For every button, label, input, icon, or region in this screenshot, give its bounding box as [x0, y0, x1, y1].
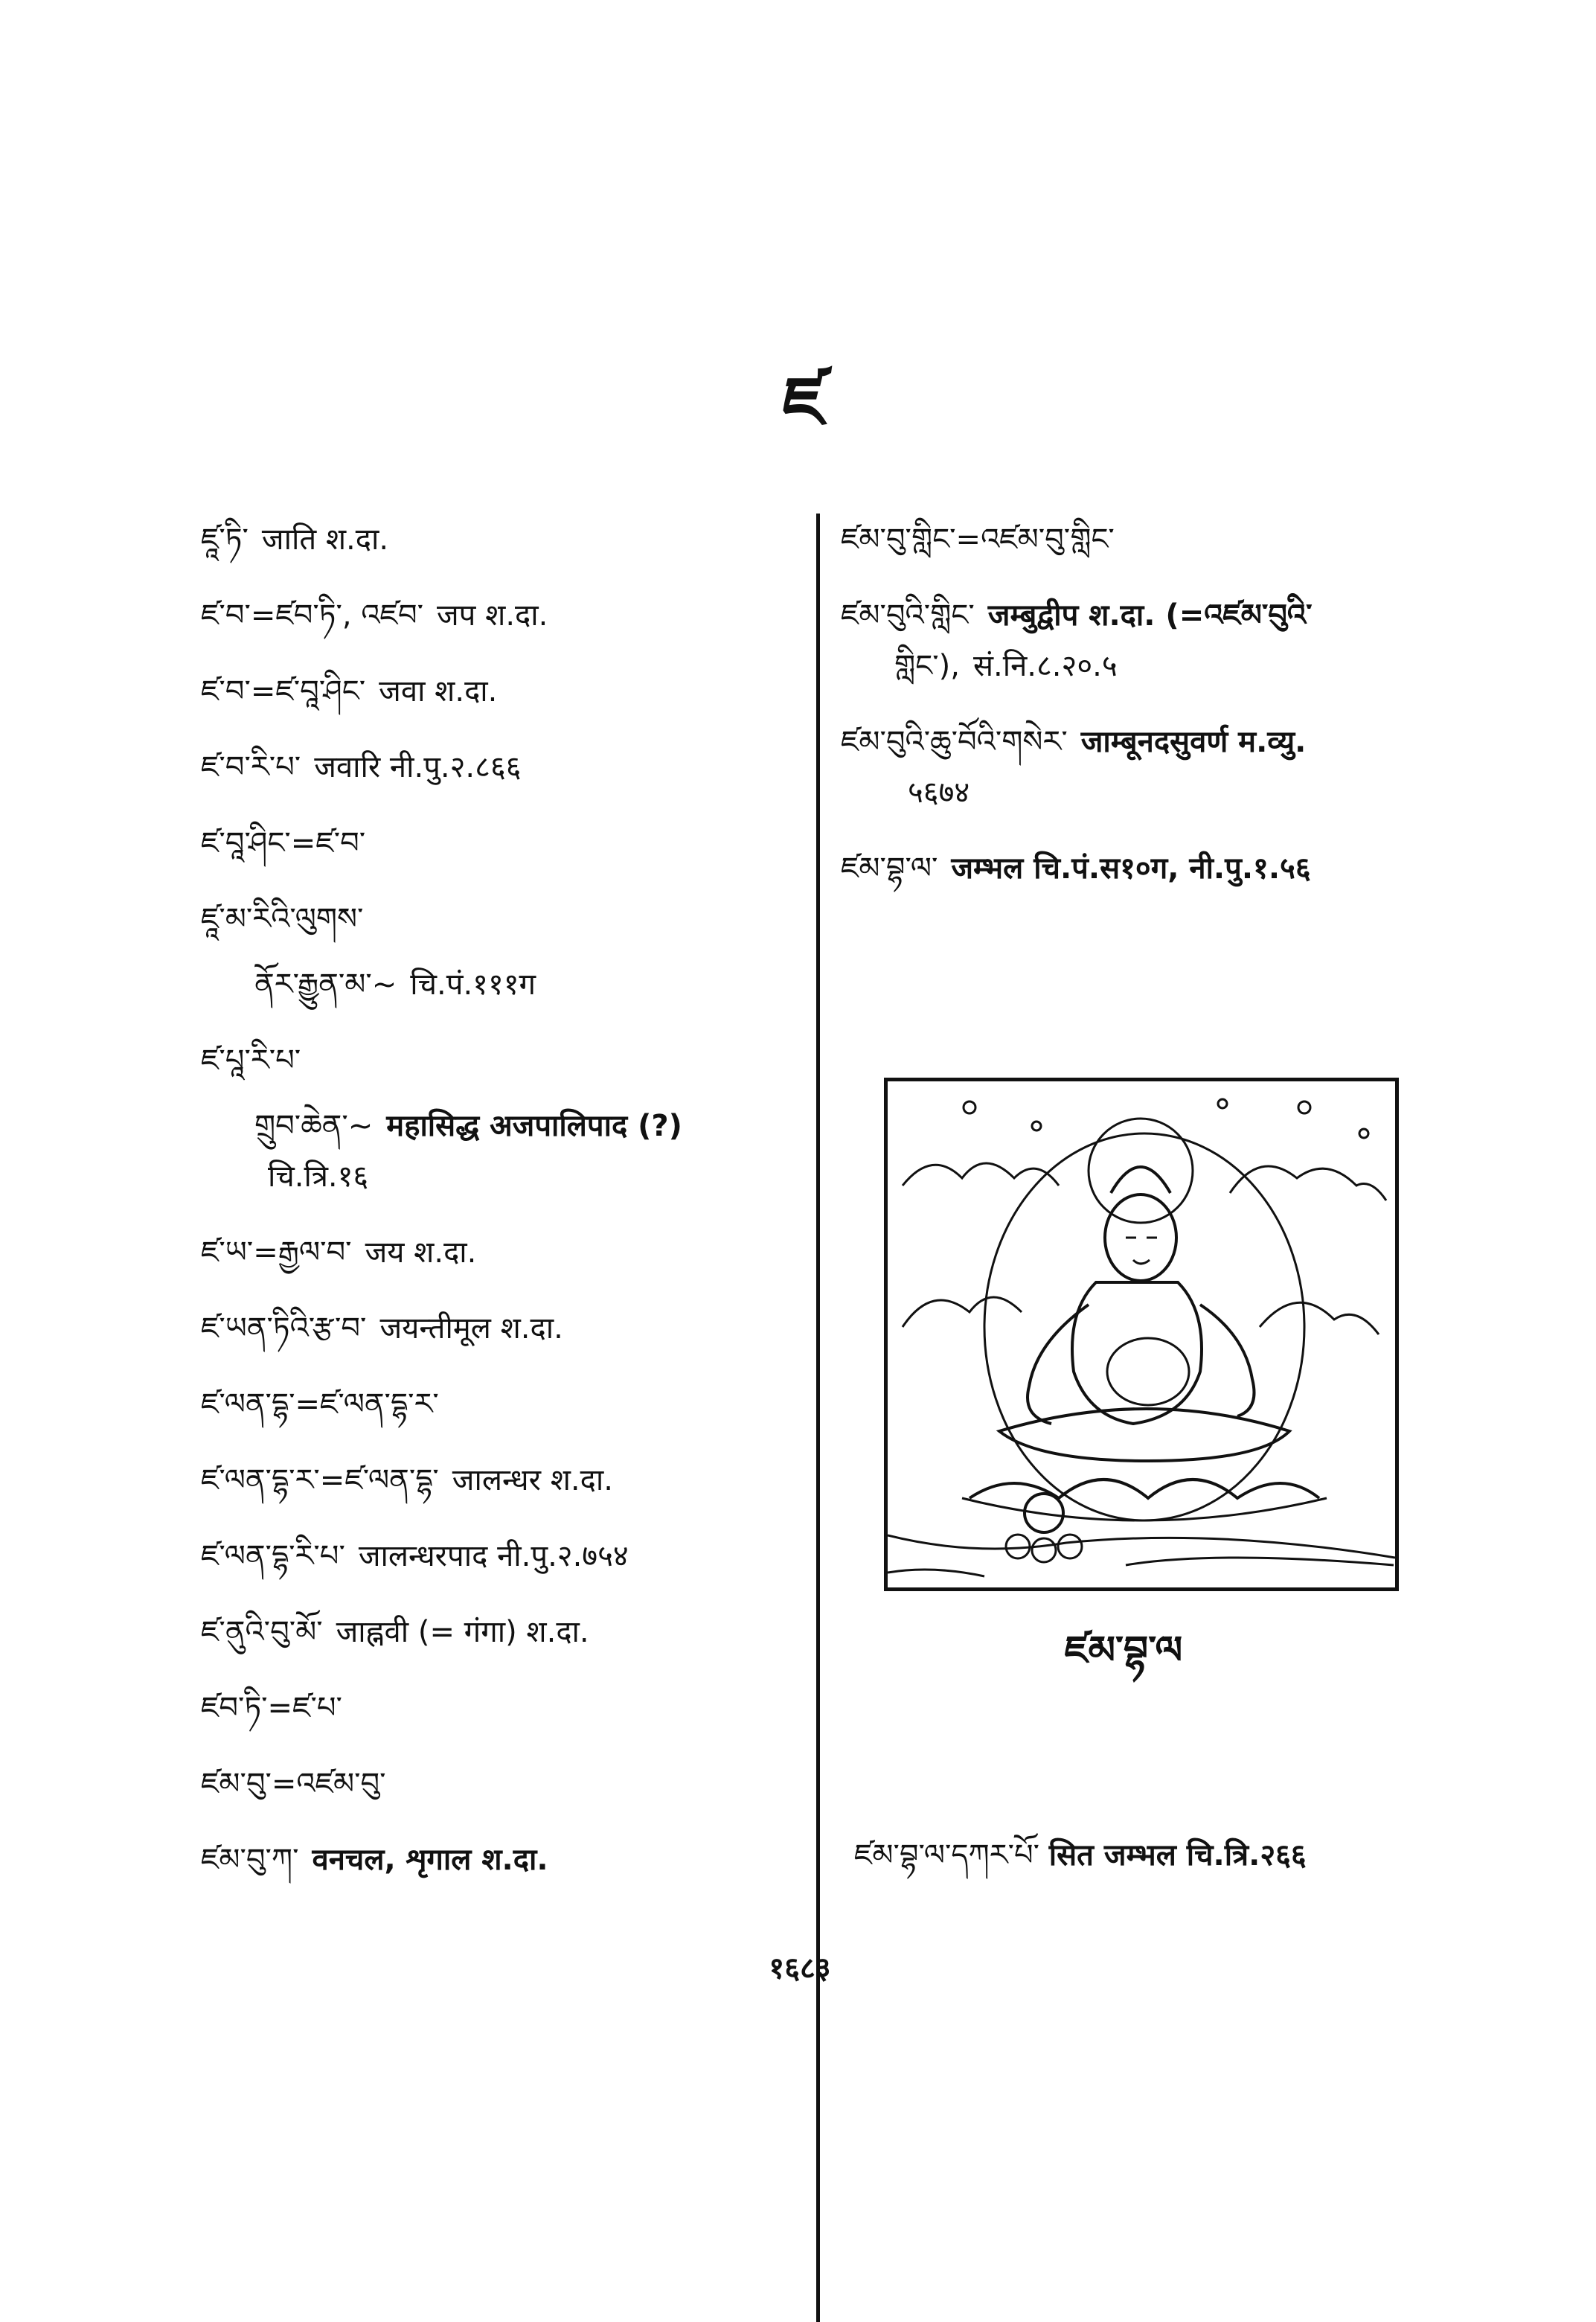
dictionary-entry	[201, 1689, 796, 1727]
deity-drawing	[888, 1081, 1395, 1587]
tibetan-headword: ཛམ་བུ་=འཛམ་བུ་	[201, 1767, 386, 1801]
left-column	[201, 521, 796, 1917]
tibetan-headword: ཛཱ་ཏི་	[201, 522, 249, 557]
tibetan-headword: ཛ་བ་=ཛ་བཱ་ཤིང་	[201, 674, 366, 709]
dictionary-entry	[201, 673, 796, 710]
dictionary-entry	[254, 966, 796, 1003]
sanskrit-gloss: जय श.दा.	[365, 1235, 477, 1270]
dictionary-entry	[254, 1158, 796, 1195]
dictionary-entry	[201, 1538, 796, 1575]
dictionary-entry	[201, 1042, 796, 1079]
illustration-caption: ཛམ་བྷ་ལ	[1064, 1628, 1183, 1673]
dictionary-entry	[201, 1234, 796, 1271]
dictionary-entry	[201, 749, 796, 786]
dictionary-entry	[201, 1765, 796, 1803]
sanskrit-gloss: महासिद्ध अजपालिपाद (?)	[386, 1109, 682, 1143]
sanskrit-gloss: चि.त्रि.१६	[268, 1160, 369, 1194]
sanskrit-gloss: जालन्धर श.दा.	[452, 1463, 613, 1497]
tibetan-headword: ཛ་ལན་དྷ་ར་=ཛ་ལན་དྷ་	[201, 1463, 439, 1497]
tibetan-headword: ཛ་ལན་དྷ་རི་པ་	[201, 1539, 345, 1573]
dictionary-entry	[201, 521, 796, 558]
sanskrit-gloss: जाति श.दा.	[261, 522, 389, 557]
tibetan-headword: ཛ་ནུའི་བུ་མོ་	[201, 1615, 323, 1649]
dictionary-entry	[894, 647, 1429, 685]
tibetan-headword: ཛ་ཡན་ཏིའི་རྩ་བ་	[201, 1311, 367, 1346]
dictionary-entry	[254, 1107, 796, 1145]
tibetan-headword: གྲུབ་ཆེན་~	[254, 1109, 374, 1143]
sanskrit-gloss: जाम्बूनदसुवर्ण म.व्यु.	[1080, 725, 1307, 759]
sanskrit-gloss: जयन्तीमूल श.दा.	[379, 1311, 563, 1346]
column-divider	[816, 514, 820, 2322]
tibetan-headword: ཛ་བ་རི་པ་	[201, 750, 301, 784]
page-number: १६८३	[769, 1951, 831, 1986]
sanskrit-gloss: सित जम्भल चि.त्रि.२६६	[1048, 1838, 1307, 1872]
tibetan-headword: ཛ་བཱ་ཤིང་=ཛ་བ་	[201, 826, 366, 860]
dictionary-entry	[201, 1613, 796, 1651]
section-heading-letter: ཛ	[782, 362, 825, 442]
tibetan-headword: ཛམ་བུ་གླིང་=འཛམ་བུ་གླིང་	[841, 522, 1115, 557]
sanskrit-gloss: जालन्धरपाद नी.पु.२.७५४	[358, 1539, 629, 1573]
dictionary-entry	[841, 521, 1429, 558]
tibetan-headword: ཛམ་བུའི་ཆུ་བོའི་གསེར་	[841, 725, 1068, 759]
tibetan-headword: ནོར་རྒྱུན་མ་~	[254, 968, 397, 1002]
sanskrit-gloss: जवारि नी.पु.२.८६६	[314, 750, 522, 784]
sanskrit-gloss: वनचल, शृगाल श.दा.	[312, 1843, 548, 1877]
dictionary-entry	[201, 825, 796, 862]
tibetan-headword: ཛ་ཡ་=རྒྱལ་བ་	[201, 1235, 352, 1270]
tibetan-headword: ཛབ་ཏི་=ཛ་པ་	[201, 1691, 342, 1725]
sanskrit-gloss: जवा श.दा.	[379, 674, 498, 709]
tibetan-headword: ཛ་ལན་དྷ་=ཛ་ལན་དྷ་ར་	[201, 1387, 439, 1421]
dictionary-entry	[841, 723, 1429, 761]
dictionary-entry	[201, 1841, 796, 1878]
sanskrit-gloss: जप श.दा.	[437, 598, 548, 633]
bottom-right-entry	[854, 1837, 1435, 1874]
dictionary-entry	[201, 597, 796, 634]
right-column	[841, 521, 1429, 926]
sanskrit-gloss: जम्बुद्वीप श.दा. (=འཛམ་བུའི་	[987, 598, 1313, 633]
tibetan-headword: ཛཱ་མ་རིའི་ལུགས་	[201, 902, 364, 936]
tibetan-headword: ཛམ་བྷ་ལ་དཀར་པོ་	[854, 1838, 1040, 1872]
dictionary-entry	[894, 774, 1429, 811]
tibetan-headword: ཛ་པཱ་རི་པ་	[201, 1043, 301, 1078]
sanskrit-gloss: सं.नि.८.२०.५	[972, 649, 1118, 683]
tibetan-headword: ཛམ་བུའི་གླིང་	[841, 598, 975, 633]
sanskrit-gloss: जाह्नवी (= गंगा) श.दा.	[336, 1615, 589, 1649]
dictionary-entry	[841, 850, 1429, 887]
dictionary-entry	[201, 1310, 796, 1347]
sanskrit-gloss: ५६७४	[908, 775, 970, 810]
dictionary-entry	[201, 1462, 796, 1499]
sanskrit-gloss: जम्भल चि.पं.स१०ग, नी.पु.१.५६	[951, 851, 1311, 886]
dictionary-entry	[841, 597, 1429, 634]
dictionary-entry	[201, 1386, 796, 1423]
tibetan-headword: ཛམ་བྷ་ལ་	[841, 851, 938, 886]
tibetan-headword: གླིང་),	[894, 649, 960, 683]
tibetan-headword: ཛམ་བུ་ཀ་	[201, 1843, 299, 1877]
dictionary-entry	[201, 901, 796, 938]
tibetan-headword: ཛ་བ་=ཛབ་ཏི་, འཛབ་	[201, 598, 423, 633]
sanskrit-gloss: चि.पं.१११ग	[410, 968, 536, 1002]
jambhala-illustration	[884, 1078, 1399, 1591]
